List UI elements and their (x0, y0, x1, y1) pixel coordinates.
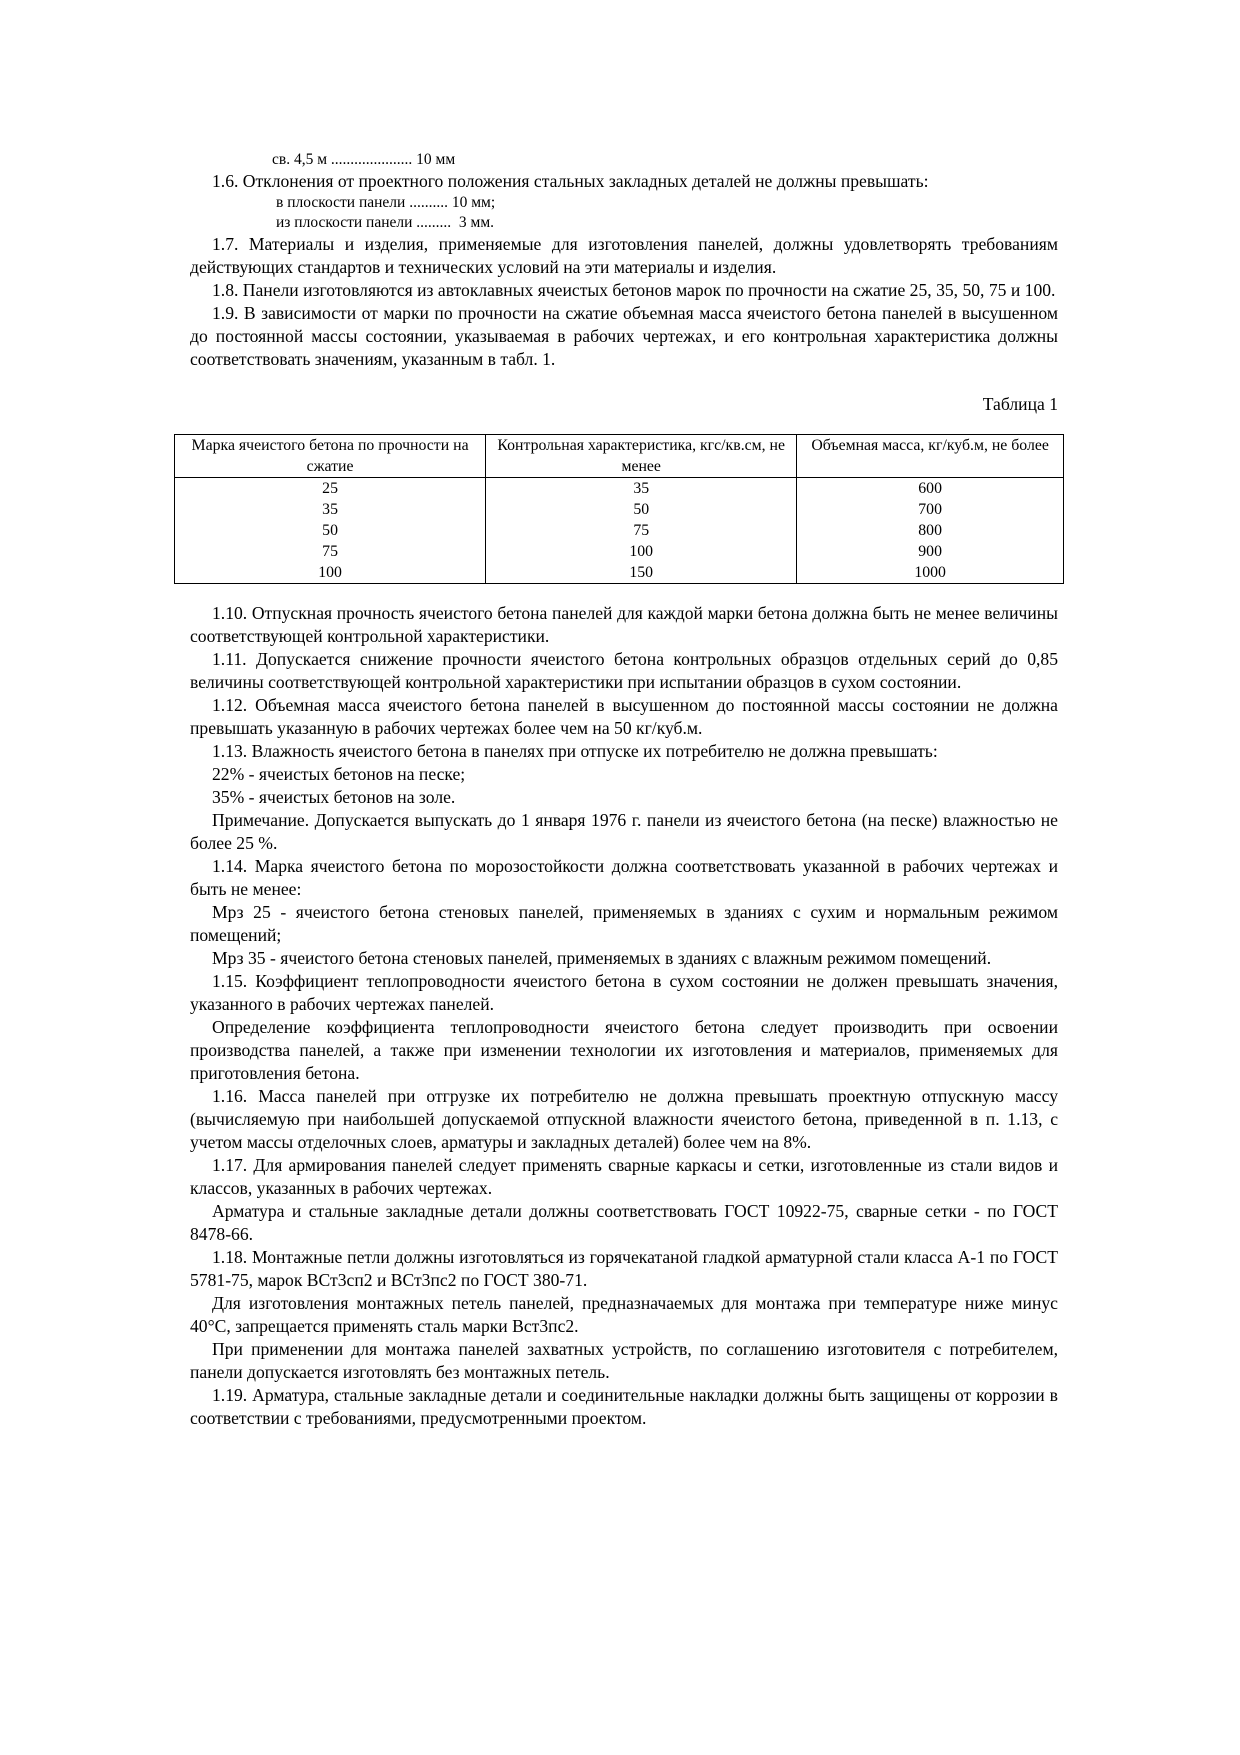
paragraph-1-18: 1.18. Монтажные петли должны изготовляться из горячекатаной гладкой арматурной стали класса А-1 по ГОСТ 5781-75, марок ВСт3сп2 и ВСт3пс2 по ГОСТ 380-71. (190, 1247, 1058, 1290)
table-row (175, 520, 1064, 541)
top-line: св. 4,5 м ..................... 10 мм (272, 151, 456, 168)
paragraph-1-14: 1.14. Марка ячеистого бетона по морозостойкости должна соответствовать указанной в рабочих чертежах и быть не менее: (190, 856, 1058, 899)
list-item: Мрз 25 - ячеистого бетона стеновых панелей, применяемых в зданиях с сухим и нормальным режимом помещений; (190, 902, 1058, 945)
paragraph: При применении для монтажа панелей захватных устройств, по соглашению изготовителя с потребителем, панели допускается изготовлять без монтажных петель. (190, 1339, 1058, 1382)
list-item: из плоскости панели ......... 3 мм. (276, 214, 495, 231)
list-item: Мрз 35 - ячеистого бетона стеновых панелей, применяемых в зданиях с влажным режимом помещений. (212, 948, 992, 968)
table-header-cell: Объемная масса, кг/куб.м, не более (797, 435, 1064, 478)
table-cell: 150 (486, 562, 797, 584)
table-cell: 35 (486, 478, 797, 500)
table-cell: 900 (797, 541, 1064, 562)
paragraph: Для изготовления монтажных петель панелей, предназначаемых для монтажа при температуре ниже минус 40°С, запрещается применять сталь марки Вст3пс2. (190, 1293, 1058, 1336)
table-cell: 50 (175, 520, 486, 541)
table-cell: 800 (797, 520, 1064, 541)
table-cell: 75 (175, 541, 486, 562)
paragraph-1-19: 1.19. Арматура, стальные закладные детали и соединительные накладки должны быть защищены от коррозии в соответствии с требованиями, предусмотренными проектом. (190, 1385, 1058, 1428)
paragraph-1-10: 1.10. Отпускная прочность ячеистого бетона панелей для каждой марки бетона должна быть не менее величины соответствующей контрольной характеристики. (190, 603, 1058, 646)
table-cell: 1000 (797, 562, 1064, 584)
table-header-row (175, 435, 1064, 478)
paragraph-1-9: 1.9. В зависимости от марки по прочности на сжатие объемная масса ячеистого бетона панелей в высушенном до постоянной массы состоянии, указываемая в рабочих чертежах, и его контрольная характеристика должны соответствовать значениям, указанным в табл. 1. (190, 303, 1058, 369)
paragraph-1-6: 1.6. Отклонения от проектного положения стальных закладных деталей не должны превышать: (212, 171, 929, 191)
document-page (190, 150, 1058, 1430)
table-cell: 100 (486, 541, 797, 562)
paragraph-1-8: 1.8. Панели изготовляются из автоклавных ячеистых бетонов марок по прочности на сжатие 25, 35, 50, 75 и 100. (212, 280, 1056, 300)
list-item: в плоскости панели .......... 10 мм; (276, 194, 496, 211)
table-row (175, 562, 1064, 584)
table-1 (174, 434, 1064, 584)
table-caption: Таблица 1 (982, 394, 1058, 414)
paragraph-1-17: 1.17. Для армирования панелей следует применять сварные каркасы и сетки, изготовленные из стали видов и классов, указанных в рабочих чертежах. (190, 1155, 1058, 1198)
paragraph-1-11: 1.11. Допускается снижение прочности ячеистого бетона контрольных образцов отдельных серий до 0,85 величины соответствующей контрольной характеристики при испытании образцов в сухом состоянии. (190, 649, 1058, 692)
table-cell: 700 (797, 499, 1064, 520)
note-paragraph: Примечание. Допускается выпускать до 1 января 1976 г. панели из ячеистого бетона (на песке) влажностью не более 25 %. (190, 810, 1058, 853)
paragraph-1-12: 1.12. Объемная масса ячеистого бетона панелей в высушенном до постоянной массы состоянии не должна превышать указанную в рабочих чертежах более чем на 50 кг/куб.м. (190, 695, 1058, 738)
paragraph-1-16: 1.16. Масса панелей при отгрузке их потребителю не должна превышать проектную отпускную массу (вычисляемую при наибольшей допускаемой отпускной влажности ячеистого бетона, приведенной в п. 1.13, с учетом массы отделочных слоев, арматуры и закладных деталей) более чем на 8%. (190, 1086, 1058, 1152)
table-cell: 600 (797, 478, 1064, 500)
table-cell: 35 (175, 499, 486, 520)
table-header-cell: Марка ячеистого бетона по прочности на сжатие (175, 435, 486, 478)
paragraph: Определение коэффициента теплопроводности ячеистого бетона следует производить при освоении производства панелей, а также при изменении технологии их изготовления и материалов, применяемых для приготовления бетона. (190, 1017, 1058, 1083)
paragraph-1-7: 1.7. Материалы и изделия, применяемые для изготовления панелей, должны удовлетворять требованиям действующих стандартов и технических условий на эти материалы и изделия. (190, 234, 1058, 277)
paragraph-1-13: 1.13. Влажность ячеистого бетона в панелях при отпуске их потребителю не должна превышать: (212, 741, 938, 761)
table-row (175, 478, 1064, 500)
table-row (175, 499, 1064, 520)
paragraph: Арматура и стальные закладные детали должны соответствовать ГОСТ 10922-75, сварные сетки - по ГОСТ 8478-66. (190, 1201, 1058, 1244)
table-header-cell: Контрольная характеристика, кгс/кв.см, не менее (486, 435, 797, 478)
table-row (175, 541, 1064, 562)
table-cell: 75 (486, 520, 797, 541)
paragraph-1-15: 1.15. Коэффициент теплопроводности ячеистого бетона в сухом состоянии не должен превышать значения, указанного в рабочих чертежах панелей. (190, 971, 1058, 1014)
table-cell: 50 (486, 499, 797, 520)
list-item: 35% - ячеистых бетонов на золе. (212, 787, 456, 807)
table-cell: 25 (175, 478, 486, 500)
table-cell: 100 (175, 562, 486, 584)
list-item: 22% - ячеистых бетонов на песке; (212, 764, 466, 784)
